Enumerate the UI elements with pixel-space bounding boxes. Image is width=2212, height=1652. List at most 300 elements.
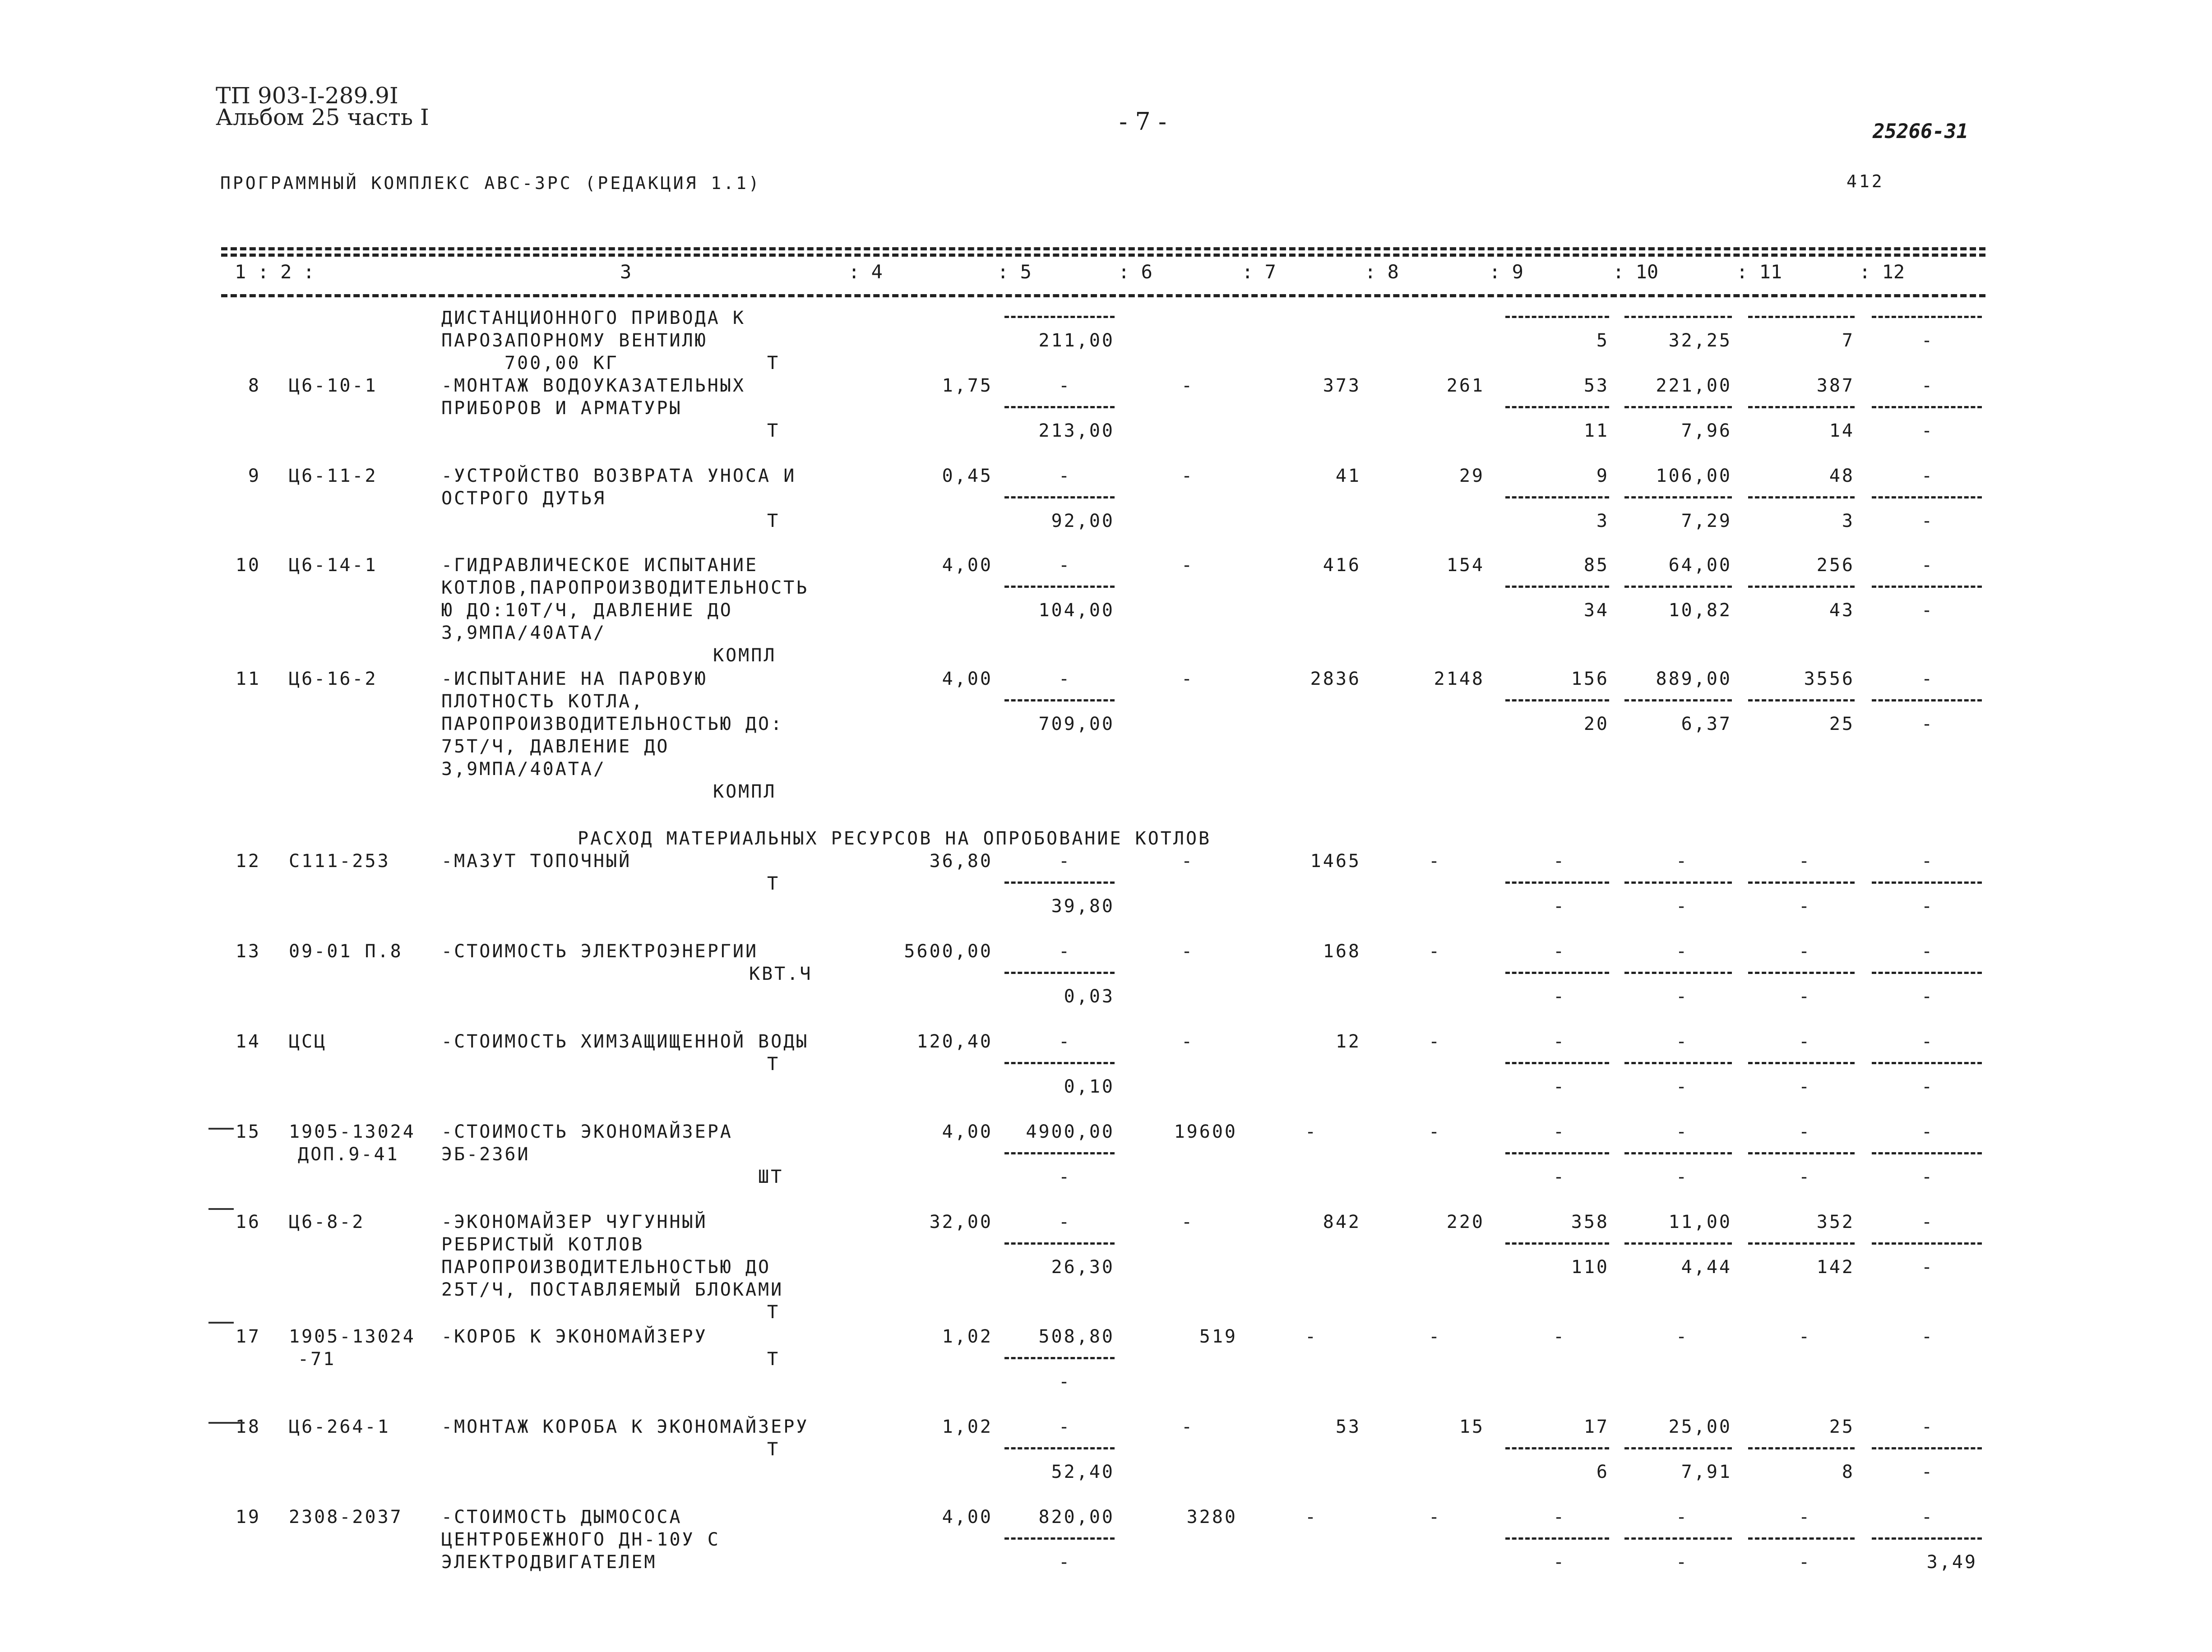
item-description: РЕБРИСТЫЙ КОТЛОВ xyxy=(441,1234,644,1255)
row-code: Ц6-16-2 xyxy=(289,669,378,689)
dash-rule xyxy=(1748,496,1855,498)
item-description: 3,9МПА/40АТА/ xyxy=(441,623,606,643)
cell-c10-sub: - xyxy=(1675,1167,1689,1187)
row-code: Ц6-8-2 xyxy=(289,1212,365,1232)
cell-c12: - xyxy=(1921,1326,1934,1347)
cell-c10-sub: - xyxy=(1675,986,1689,1007)
unit-of-measure: Т xyxy=(767,353,780,374)
cell-c10: 221,00 xyxy=(1656,375,1732,396)
col-header-1-2: 1 : 2 : xyxy=(235,261,315,283)
cell-c9: 85 xyxy=(1583,555,1609,576)
dash-rule xyxy=(1624,316,1732,318)
cell-c9: - xyxy=(1553,941,1566,962)
cell-c7: 842 xyxy=(1323,1212,1361,1232)
cell-c5: 4900,00 xyxy=(1026,1121,1115,1142)
dash-rule xyxy=(1505,972,1609,974)
cell-c7: - xyxy=(1305,1121,1318,1142)
cell-c5: - xyxy=(1058,1031,1072,1052)
cell-c6: 19600 xyxy=(1174,1121,1237,1142)
cell-c6: 519 xyxy=(1199,1326,1237,1347)
cell-c12-sub: - xyxy=(1921,330,1934,351)
cell-c5: - xyxy=(1058,1417,1072,1437)
row-code: Ц6-14-1 xyxy=(289,555,378,576)
cell-c9: - xyxy=(1553,1326,1566,1347)
cell-c11: - xyxy=(1798,1326,1812,1347)
dash-rule xyxy=(1748,699,1855,701)
cell-c6: 3280 xyxy=(1186,1507,1237,1527)
cell-c5-sub: 0,10 xyxy=(1064,1076,1115,1097)
unit-of-measure: Т xyxy=(767,420,780,441)
cell-c10-sub: - xyxy=(1675,896,1689,917)
row-number: 16 xyxy=(235,1212,261,1232)
cell-c11-sub: - xyxy=(1798,896,1812,917)
cell-c12-sub: - xyxy=(1921,420,1934,441)
cell-c9-sub: - xyxy=(1553,1552,1566,1573)
cell-c12: - xyxy=(1921,466,1934,486)
item-description: 700,00 КГ xyxy=(504,353,619,374)
cell-c7: 53 xyxy=(1335,1417,1361,1437)
section-heading: РАСХОД МАТЕРИАЛЬНЫХ РЕСУРСОВ НА ОПРОБОВАНИЕ КОТЛОВ xyxy=(578,828,1212,849)
row-code: Ц6-10-1 xyxy=(289,375,378,396)
item-description: ОСТРОГО ДУТЬЯ xyxy=(441,488,606,509)
cell-c11-sub: - xyxy=(1798,1076,1812,1097)
col-header-7: : 7 xyxy=(1242,261,1276,283)
dash-rule xyxy=(1872,699,1982,701)
cell-c5: - xyxy=(1058,1212,1072,1232)
dash-rule xyxy=(1505,406,1609,408)
table-top-rule xyxy=(221,247,1985,250)
dash-rule xyxy=(1872,881,1982,884)
row-code: 1905-13024 xyxy=(289,1121,416,1142)
item-description: ПАРОЗАПОРНОМУ ВЕНТИЛЮ xyxy=(441,330,708,351)
cell-c5: 820,00 xyxy=(1038,1507,1115,1527)
dash-rule xyxy=(1004,1062,1115,1064)
cell-c4: 4,00 xyxy=(942,669,993,689)
document-code: 25266-31 xyxy=(1873,120,1968,143)
cell-c9-sub: 34 xyxy=(1583,600,1609,621)
row-code: 1905-13024 xyxy=(289,1326,416,1347)
dash-rule xyxy=(1004,972,1115,974)
cell-c11: 256 xyxy=(1816,555,1855,576)
cell-c9: 53 xyxy=(1583,375,1609,396)
cell-c5: - xyxy=(1058,375,1072,396)
item-description: ДИСТАНЦИОННОГО ПРИВОДА К xyxy=(441,308,745,328)
dash-rule xyxy=(1872,586,1982,588)
cell-c12: - xyxy=(1921,1212,1934,1232)
dash-rule xyxy=(1505,1447,1609,1449)
dash-rule xyxy=(1505,699,1609,701)
dash-rule xyxy=(1872,316,1982,318)
dash-rule xyxy=(1872,1152,1982,1154)
row-number: 11 xyxy=(235,669,261,689)
dash-rule xyxy=(1004,699,1115,701)
cell-c7: 12 xyxy=(1335,1031,1361,1052)
unit-of-measure: КОМПЛ xyxy=(713,645,777,666)
cell-c5-sub: 39,80 xyxy=(1051,896,1115,917)
cell-c12-sub: - xyxy=(1921,1257,1934,1278)
cell-c10: 64,00 xyxy=(1668,555,1732,576)
cell-c7: 2836 xyxy=(1310,669,1361,689)
item-description: -СТОИМОСТЬ ЭЛЕКТРОЭНЕРГИИ xyxy=(441,941,759,962)
cell-c9-sub: 110 xyxy=(1571,1257,1609,1278)
cell-c5-sub: 104,00 xyxy=(1038,600,1115,621)
item-description: -МОНТАЖ ВОДОУКАЗАТЕЛЬНЫХ xyxy=(441,375,745,396)
item-description: -КОРОБ К ЭКОНОМАЙЗЕРУ xyxy=(441,1326,708,1347)
dash-rule xyxy=(1872,406,1982,408)
cell-c8: 29 xyxy=(1459,466,1485,486)
dash-rule xyxy=(1748,586,1855,588)
dash-rule xyxy=(1872,1242,1982,1245)
cell-c11: - xyxy=(1798,851,1812,872)
dash-rule xyxy=(1748,316,1855,318)
row-number: 17 xyxy=(235,1326,261,1347)
cell-c10-sub: - xyxy=(1675,1552,1689,1573)
cell-c12-sub: - xyxy=(1921,1462,1934,1482)
cell-c12: - xyxy=(1921,375,1934,396)
dash-rule xyxy=(1505,1152,1609,1154)
dash-rule xyxy=(1505,1062,1609,1064)
cell-c5-sub: 213,00 xyxy=(1038,420,1115,441)
cell-c11-sub: 7 xyxy=(1842,330,1855,351)
cell-c9-sub: - xyxy=(1553,896,1566,917)
cell-c10-sub: 4,44 xyxy=(1681,1257,1732,1278)
page-number: - 7 - xyxy=(1119,107,1167,136)
cell-c11-sub: 14 xyxy=(1829,420,1855,441)
item-description: ПЛОТНОСТЬ КОТЛА, xyxy=(441,691,644,712)
cell-c5: - xyxy=(1058,941,1072,962)
dash-rule xyxy=(1624,586,1732,588)
dash-rule xyxy=(1624,496,1732,498)
dash-rule xyxy=(1624,1152,1732,1154)
dash-rule xyxy=(1748,972,1855,974)
cell-c10: 25,00 xyxy=(1668,1417,1732,1437)
cell-c11: - xyxy=(1798,1031,1812,1052)
dash-rule xyxy=(1004,1357,1115,1359)
cell-c6: - xyxy=(1181,669,1194,689)
cell-c12-sub: 3,49 xyxy=(1926,1552,1977,1573)
cell-c9-sub: 6 xyxy=(1596,1462,1609,1482)
margin-mark xyxy=(208,1208,234,1210)
unit-of-measure: КОМПЛ xyxy=(713,781,777,802)
cell-c8: - xyxy=(1428,851,1442,872)
dash-rule xyxy=(1748,1062,1855,1064)
cell-c11: 48 xyxy=(1829,466,1855,486)
item-description: 25Т/Ч, ПОСТАВЛЯЕМЫЙ БЛОКАМИ xyxy=(441,1279,784,1300)
cell-c12: - xyxy=(1921,669,1934,689)
cell-c10: - xyxy=(1675,1121,1689,1142)
col-header-9: : 9 xyxy=(1489,261,1523,283)
cell-c7: 416 xyxy=(1323,555,1361,576)
dash-rule xyxy=(1624,1242,1732,1245)
unit-of-measure: Т xyxy=(767,1439,780,1460)
cell-c6: - xyxy=(1181,1031,1194,1052)
item-description: -СТОИМОСТЬ ЭКОНОМАЙЗЕРА xyxy=(441,1121,733,1142)
dash-rule xyxy=(1624,1447,1732,1449)
doc-number: ТП 903-I-289.9I xyxy=(216,83,398,109)
cell-c11: 25 xyxy=(1829,1417,1855,1437)
cell-c6: - xyxy=(1181,851,1194,872)
cell-c5: - xyxy=(1058,669,1072,689)
cell-c12: - xyxy=(1921,851,1934,872)
cell-c8: 261 xyxy=(1446,375,1485,396)
dash-rule xyxy=(1748,406,1855,408)
cell-c5-sub: 0,03 xyxy=(1064,986,1115,1007)
cell-c12: - xyxy=(1921,1031,1934,1052)
cell-c4: 0,45 xyxy=(942,466,993,486)
col-header-3: 3 xyxy=(620,261,632,283)
cell-c7: 1465 xyxy=(1310,851,1361,872)
cell-c12: - xyxy=(1921,1417,1934,1437)
cell-c7: - xyxy=(1305,1507,1318,1527)
dash-rule xyxy=(1624,699,1732,701)
row-number: 9 xyxy=(248,466,261,486)
cell-c6: - xyxy=(1181,1417,1194,1437)
cell-c4: 120,40 xyxy=(916,1031,993,1052)
cell-c11-sub: 8 xyxy=(1842,1462,1855,1482)
cell-c8: 220 xyxy=(1446,1212,1485,1232)
dash-rule xyxy=(1004,586,1115,588)
cell-c6: - xyxy=(1181,1212,1194,1232)
cell-c7: 168 xyxy=(1323,941,1361,962)
row-code: Ц6-11-2 xyxy=(289,466,378,486)
sheet-number: 412 xyxy=(1846,171,1884,191)
item-description: ПАРОПРОИЗВОДИТЕЛЬНОСТЬЮ ДО: xyxy=(441,714,784,734)
cell-c10: - xyxy=(1675,851,1689,872)
cell-c9: - xyxy=(1553,1031,1566,1052)
cell-c4: 5600,00 xyxy=(904,941,993,962)
cell-c9-sub: 5 xyxy=(1596,330,1609,351)
cell-c9: - xyxy=(1553,1507,1566,1527)
dash-rule xyxy=(1004,406,1115,408)
cell-c10: 106,00 xyxy=(1656,466,1732,486)
dash-rule xyxy=(1624,1062,1732,1064)
cell-c9: 17 xyxy=(1583,1417,1609,1437)
row-number: 14 xyxy=(235,1031,261,1052)
dash-rule xyxy=(1872,1447,1982,1449)
cell-c12-sub: - xyxy=(1921,511,1934,531)
cell-c11-sub: 43 xyxy=(1829,600,1855,621)
cell-c4: 1,75 xyxy=(942,375,993,396)
row-number: 13 xyxy=(235,941,261,962)
cell-c5: - xyxy=(1058,466,1072,486)
cell-c6: - xyxy=(1181,466,1194,486)
cell-c8: 15 xyxy=(1459,1417,1485,1437)
cell-c7: - xyxy=(1305,1326,1318,1347)
row-code: ЦСЦ xyxy=(289,1031,327,1052)
cell-c12: - xyxy=(1921,941,1934,962)
item-description: -СТОИМОСТЬ ХИМЗАЩИЩЕННОЙ ВОДЫ xyxy=(441,1031,809,1052)
item-description: -МОНТАЖ КОРОБА К ЭКОНОМАЙЗЕРУ xyxy=(441,1417,809,1437)
cell-c11: - xyxy=(1798,1507,1812,1527)
dash-rule xyxy=(1004,496,1115,498)
cell-c9: 156 xyxy=(1571,669,1609,689)
item-description: 75Т/Ч, ДАВЛЕНИЕ ДО xyxy=(441,736,670,757)
row-code: 09-01 П.8 xyxy=(289,941,403,962)
unit-of-measure: Т xyxy=(767,1302,780,1323)
dash-rule xyxy=(1872,496,1982,498)
cell-c10-sub: 32,25 xyxy=(1668,330,1732,351)
dash-rule xyxy=(1004,1242,1115,1245)
row-number: 10 xyxy=(235,555,261,576)
cell-c6: - xyxy=(1181,375,1194,396)
item-description: 3,9МПА/40АТА/ xyxy=(441,759,606,780)
item-description: Ю ДО:10Т/Ч, ДАВЛЕНИЕ ДО xyxy=(441,600,733,621)
cell-c8: 154 xyxy=(1446,555,1485,576)
cell-c6: - xyxy=(1181,555,1194,576)
cell-c5-sub: 709,00 xyxy=(1038,714,1115,734)
cell-c11: 352 xyxy=(1816,1212,1855,1232)
dash-rule xyxy=(1748,1447,1855,1449)
unit-of-measure: Т xyxy=(767,873,780,894)
col-header-5: : 5 xyxy=(997,261,1032,283)
dash-rule xyxy=(1624,406,1732,408)
item-description: КОТЛОВ,ПАРОПРОИЗВОДИТЕЛЬНОСТЬ xyxy=(441,577,809,598)
dash-rule xyxy=(1004,1537,1115,1540)
dash-rule xyxy=(1748,881,1855,884)
cell-c7: 373 xyxy=(1323,375,1361,396)
cell-c9: 358 xyxy=(1571,1212,1609,1232)
dash-rule xyxy=(1624,1537,1732,1540)
item-description: ЭЛЕКТРОДВИГАТЕЛЕМ xyxy=(441,1552,657,1573)
cell-c5-sub: 211,00 xyxy=(1038,330,1115,351)
cell-c4: 36,80 xyxy=(929,851,993,872)
cell-c5-sub: - xyxy=(1058,1167,1072,1187)
cell-c12: - xyxy=(1921,555,1934,576)
row-code: 2308-2037 xyxy=(289,1507,403,1527)
dash-rule xyxy=(1505,586,1609,588)
cell-c10: - xyxy=(1675,941,1689,962)
dash-rule xyxy=(1748,1242,1855,1245)
dash-rule xyxy=(1624,972,1732,974)
col-header-12: : 12 xyxy=(1859,261,1905,283)
cell-c10-sub: 7,91 xyxy=(1681,1462,1732,1482)
row-number: 12 xyxy=(235,851,261,872)
cell-c10-sub: 10,82 xyxy=(1668,600,1732,621)
margin-mark xyxy=(208,1422,245,1424)
cell-c5-sub: 26,30 xyxy=(1051,1257,1115,1278)
table-top-rule-2 xyxy=(221,254,1985,257)
cell-c5-sub: 52,40 xyxy=(1051,1462,1115,1482)
cell-c11-sub: 25 xyxy=(1829,714,1855,734)
margin-mark xyxy=(208,1128,234,1130)
item-description: -ЭКОНОМАЙЗЕР ЧУГУННЫЙ xyxy=(441,1212,708,1232)
cell-c4: 32,00 xyxy=(929,1212,993,1232)
dash-rule xyxy=(1624,881,1732,884)
cell-c7: 41 xyxy=(1335,466,1361,486)
dash-rule xyxy=(1748,1152,1855,1154)
dash-rule xyxy=(1505,1242,1609,1245)
cell-c10: - xyxy=(1675,1031,1689,1052)
dash-rule xyxy=(1748,1537,1855,1540)
cell-c5-sub: - xyxy=(1058,1371,1072,1392)
cell-c4: 4,00 xyxy=(942,1121,993,1142)
unit-of-measure: Т xyxy=(767,1349,780,1370)
cell-c5-sub: - xyxy=(1058,1552,1072,1573)
cell-c5: - xyxy=(1058,555,1072,576)
cell-c11-sub: 142 xyxy=(1816,1257,1855,1278)
cell-c11: - xyxy=(1798,941,1812,962)
cell-c8: - xyxy=(1428,1326,1442,1347)
row-number: 8 xyxy=(248,375,261,396)
cell-c10-sub: 7,96 xyxy=(1681,420,1732,441)
col-header-10: : 10 xyxy=(1613,261,1659,283)
row-number: 19 xyxy=(235,1507,261,1527)
col-header-11: : 11 xyxy=(1736,261,1782,283)
cell-c9-sub: - xyxy=(1553,1076,1566,1097)
item-description: ЭБ-236И xyxy=(441,1144,530,1165)
margin-mark xyxy=(208,1322,234,1324)
cell-c8: - xyxy=(1428,1507,1442,1527)
cell-c11: 387 xyxy=(1816,375,1855,396)
cell-c5: - xyxy=(1058,851,1072,872)
cell-c4: 1,02 xyxy=(942,1417,993,1437)
cell-c9-sub: 11 xyxy=(1583,420,1609,441)
unit-of-measure: КВТ.Ч xyxy=(749,964,813,984)
row-code: Ц6-264-1 xyxy=(289,1417,390,1437)
col-header-8: : 8 xyxy=(1365,261,1399,283)
cell-c11: 3556 xyxy=(1804,669,1855,689)
row-number: 18 xyxy=(235,1417,261,1437)
cell-c8: - xyxy=(1428,941,1442,962)
cell-c4: 1,02 xyxy=(942,1326,993,1347)
dash-rule xyxy=(1872,1062,1982,1064)
dash-rule xyxy=(1872,1537,1982,1540)
row-number: 15 xyxy=(235,1121,261,1142)
cell-c12-sub: - xyxy=(1921,986,1934,1007)
cell-c10-sub: 7,29 xyxy=(1681,511,1732,531)
cell-c11-sub: - xyxy=(1798,986,1812,1007)
cell-c10-sub: 6,37 xyxy=(1681,714,1732,734)
dash-rule xyxy=(1505,316,1609,318)
col-header-4: : 4 xyxy=(848,261,883,283)
cell-c11-sub: - xyxy=(1798,1167,1812,1187)
cell-c8: - xyxy=(1428,1121,1442,1142)
dash-rule xyxy=(1872,972,1982,974)
item-description: ПАРОПРОИЗВОДИТЕЛЬНОСТЬЮ ДО xyxy=(441,1257,771,1278)
dash-rule xyxy=(1004,1152,1115,1154)
cell-c9: - xyxy=(1553,1121,1566,1142)
cell-c12: - xyxy=(1921,1121,1934,1142)
cell-c9: - xyxy=(1553,851,1566,872)
item-description: ПРИБОРОВ И АРМАТУРЫ xyxy=(441,398,682,419)
item-description: -МАЗУТ ТОПОЧНЫЙ xyxy=(441,851,632,872)
cell-c4: 4,00 xyxy=(942,555,993,576)
cell-c5: 508,80 xyxy=(1038,1326,1115,1347)
cell-c5-sub: 92,00 xyxy=(1051,511,1115,531)
unit-of-measure: ШТ xyxy=(758,1167,784,1187)
cell-c9-sub: 3 xyxy=(1596,511,1609,531)
row-code-extra: ДОП.9-41 xyxy=(298,1144,399,1165)
cell-c10-sub: - xyxy=(1675,1076,1689,1097)
cell-c12-sub: - xyxy=(1921,1076,1934,1097)
cell-c9-sub: - xyxy=(1553,1167,1566,1187)
cell-c11-sub: 3 xyxy=(1842,511,1855,531)
item-description: -СТОИМОСТЬ ДЫМОСОСА xyxy=(441,1507,682,1527)
cell-c12-sub: - xyxy=(1921,896,1934,917)
dash-rule xyxy=(1004,881,1115,884)
cell-c9-sub: 20 xyxy=(1583,714,1609,734)
cell-c12-sub: - xyxy=(1921,600,1934,621)
item-description: ЦЕНТРОБЕЖНОГО ДН-10У С xyxy=(441,1529,720,1550)
cell-c8: - xyxy=(1428,1031,1442,1052)
cell-c12: - xyxy=(1921,1507,1934,1527)
program-title: ПРОГРАММНЫЙ КОМПЛЕКС АВС-3РС (РЕДАКЦИЯ 1.1) xyxy=(220,173,761,193)
cell-c9-sub: - xyxy=(1553,986,1566,1007)
col-header-6: : 6 xyxy=(1118,261,1152,283)
cell-c10: - xyxy=(1675,1507,1689,1527)
item-description: -ГИДРАВЛИЧЕСКОЕ ИСПЫТАНИЕ xyxy=(441,555,759,576)
cell-c8: 2148 xyxy=(1434,669,1485,689)
